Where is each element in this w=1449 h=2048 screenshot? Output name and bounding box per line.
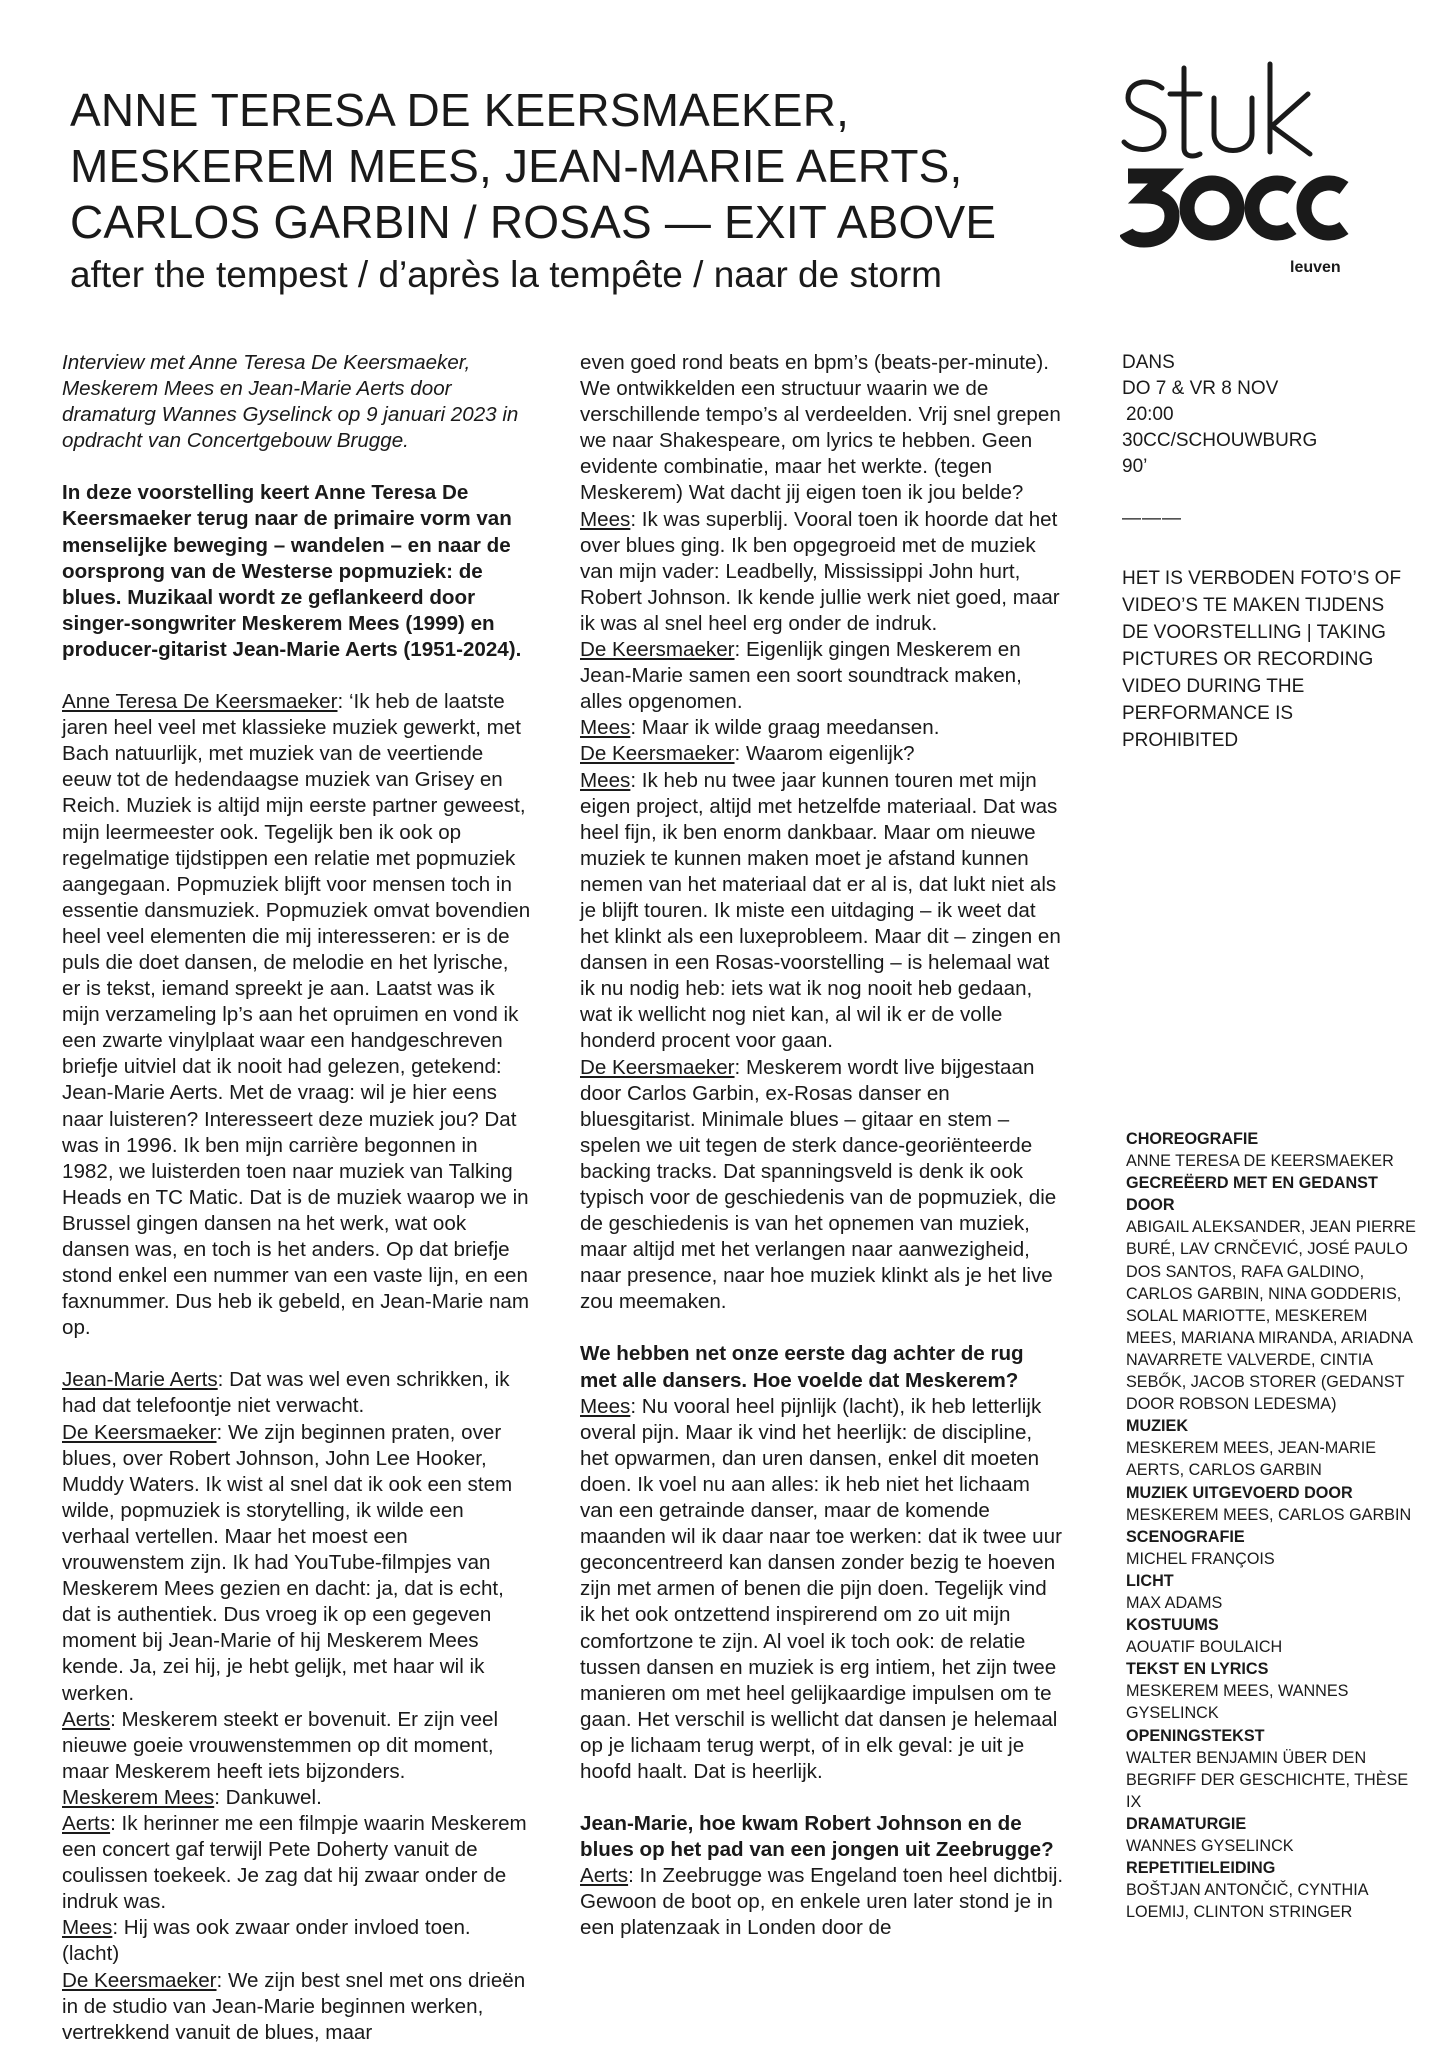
event-time: 20:00 — [1126, 404, 1174, 425]
interview-paragraph — [580, 1863, 1065, 1941]
speaker-name: Mees — [580, 716, 631, 740]
interview-paragraph — [580, 637, 1065, 715]
speaker-name: Aerts — [62, 1811, 111, 1835]
paragraph-text: : Maar ik wilde graag meedansen. — [630, 716, 940, 740]
credit-names: MESKEREM MEES, CARLOS GARBIN — [1126, 1505, 1412, 1524]
page-title — [70, 82, 1070, 250]
paragraph-text: : Ik was superblij. Vooral toen ik hoorde dat het over blues ging. Ik ben opgegroeid met de muziek van mijn vader: Leadbelly, Mississippi John hurt, Robert Johnson. Ik kende jullie werk niet goed, maar ik was al snel heel erg onder de indruk. — [580, 507, 1060, 635]
title-line: CARLOS GARBIN / ROSAS — EXIT ABOVE — [70, 196, 997, 248]
credit-names: MAX ADAMS — [1126, 1593, 1223, 1612]
paragraph-text: : Dankuwel. — [214, 1785, 322, 1809]
paragraph-text: : Ik heb nu twee jaar kunnen touren met mijn eigen project, altijd met hetzelfde materiaal. Dat was heel fijn, ik ben enorm dankbaar. Maar om nieuwe muziek te kunnen maken moet je afstand kunnen nemen van het materiaal dat er al is, dat lukt niet als je blijft touren. Ik miste een uitdaging – ik weet dat het klinkt als een luxeprobleem. Maar dit – zingen en dansen in een Rosas-voorstelling – is helemaal wat ik nu nodig heb: iets wat ik nog nooit heb gedaan, wat ik wellicht nog niet kan, al wil ik er de volle honderd procent voor gaan. — [580, 768, 1061, 1053]
paragraph-text: : We zijn beginnen praten, over blues, over Robert Johnson, John Lee Hooker, Muddy Waters. Ik wist al snel dat ik ook een stem wilde, popmuziek is storytelling, ik wilde een verhaal vertellen. Maar het moest een vrouwenstem zijn. Ik had YouTube-filmpjes van Meskerem Mees gezien en dacht: ja, dat is echt, dat is authentiek. Dus vroeg ik op een gegeven moment bij Jean-Marie of hij Meskerem Mees kende. Ja, zei hij, je hebt gelijk, met haar wil ik werken. — [62, 1420, 513, 1705]
paragraph-text: : Meskerem steekt er bovenuit. Er zijn veel nieuwe goeie vrouwenstemmen op dit moment, maar Meskerem heeft iets bijzonders. — [62, 1707, 499, 1783]
paragraph-text: : Meskerem wordt live bijgestaan door Carlos Garbin, ex-Rosas danser en bluesgitarist. Minimale blues – gitaar en stem – spelen we uit tegen de sterk dance-georiënteerde backing tracks. Dat spanningsveld is denk ik ook typisch voor de geschiedenis van de popmuziek, die de geschiedenis is van het opnemen van muziek, maar altijd met het verlangen naar aanwezigheid, naar presence, naar hoe muziek klinkt als je het live zou meemaken. — [580, 1055, 1057, 1314]
credit-names: AOUATIF BOULAICH — [1126, 1638, 1283, 1657]
interview-paragraph — [580, 715, 1065, 741]
event-venue: 30CC/SCHOUWBURG — [1122, 430, 1318, 451]
article-column-1 — [62, 350, 532, 2046]
credit-role: TEKST EN LYRICS — [1126, 1660, 1269, 1679]
article-column-2 — [580, 350, 1065, 1942]
paragraph-text: : In Zeebrugge was Engeland toen heel dichtbij. Gewoon de boot op, en enkele uren later stond je in een platenzaak in Londen door de — [580, 1864, 1064, 1940]
credit-names: WANNES GYSELINCK — [1126, 1837, 1294, 1855]
speaker-name: Mees — [62, 1916, 113, 1940]
paragraph-text: : Nu vooral heel pijnlijk (lacht), ik heb letterlijk overal pijn. Maar ik vind het heerlijk: de discipline, het opwarmen, dan uren dansen, enkel dit moeten doen. Ik voel nu aan alles: ik heb niet het lichaam van een getrainde danser, maar de komende maanden wil ik daar naar toe werken: dat ik twee uur geconcentreerd kan dansen zonder bezig te hoeven zijn met armen of benen die pijn doen. Tegelijk vind ik het ook ontzettend inspirerend om zo uit mijn comfortzone te zijn. Al voel ik toch ook: de relatie tussen dansen en muziek is erg intiem, het zijn twee manieren om met heel gelijkaardige impulsen om te gaan. Het verschil is wellicht dat dansen je helemaal op je lichaam terug werpt, of in elk geval: je uit je hoofd haalt. Dat is heerlijk. — [580, 1394, 1062, 1783]
speaker-name: Meskerem Mees — [62, 1785, 215, 1809]
event-dates: DO 7 & VR 8 NOV — [1122, 378, 1279, 399]
credit-names: MESKEREM MEES, WANNES GYSELINCK — [1126, 1682, 1349, 1723]
paragraph-text: : Waarom eigenlijk? — [734, 742, 915, 766]
speaker-name: Jean-Marie Aerts — [62, 1368, 218, 1392]
speaker-name: Aerts — [580, 1864, 629, 1888]
credit-role: REPETITIELEIDING — [1126, 1859, 1276, 1878]
interview-paragraph — [62, 1785, 532, 1811]
interview-paragraph — [62, 1420, 532, 1707]
credit-role: OPENINGSTEKST — [1126, 1726, 1265, 1745]
title-line: ANNE TERESA DE KEERSMAEKER, — [70, 84, 850, 136]
credit-role: KOSTUUMS — [1126, 1616, 1219, 1635]
interview-paragraph — [62, 1707, 532, 1785]
event-genre: DANS — [1122, 352, 1175, 373]
col2-body — [580, 350, 1065, 1942]
speaker-name: Aerts — [62, 1707, 111, 1731]
credit-role: GECREËERD MET EN GEDANST DOOR — [1126, 1174, 1378, 1215]
credits-list — [1126, 1128, 1416, 1923]
credit-names: WALTER BENJAMIN ÜBER DEN BEGRIFF DER GESCHICHTE, THÈSE IX — [1126, 1748, 1409, 1811]
interview-paragraph — [62, 1367, 532, 1419]
interview-paragraph — [62, 1915, 532, 1967]
interview-paragraph — [580, 507, 1065, 637]
speaker-name: De Keersmaeker — [580, 742, 735, 766]
credit-role: CHOREOGRAFIE — [1126, 1130, 1259, 1148]
credit-names: MESKEREM MEES, JEAN-MARIE AERTS, CARLOS GARBIN — [1126, 1439, 1377, 1480]
interview-paragraph — [62, 1811, 532, 1915]
paragraph-text: : Eigenlijk gingen Meskerem en Jean-Marie samen een soort soundtrack maken, alles opgenomen. — [580, 638, 1022, 714]
paragraph-text: : Hij was ook zwaar onder invloed toen. (lacht) — [62, 1916, 471, 1966]
interview-paragraph — [62, 689, 532, 1341]
credit-names: ANNE TERESA DE KEERSMAEKER — [1126, 1152, 1394, 1171]
paragraph-text: even goed rond beats en bpm’s (beats-per-minute). We ontwikkelden een structuur waarin we de verschillende tempo’s al verdeelden. Vrij snel grepen we naar Shakespeare, om lyrics te hebben. Geen evidente combinatie, maar het werkte. (tegen Meskerem) Wat dacht jij eigen toen ik jou belde? — [580, 351, 1061, 505]
credit-names: BOŠTJAN ANTONČIČ, CYNTHIA LOEMIJ, CLINTON STRINGER — [1126, 1881, 1368, 1922]
col1-body — [62, 689, 532, 2046]
credit-role: LICHT — [1126, 1571, 1174, 1590]
interview-question: We hebben net onze eerste dag achter de rug met alle dansers. Hoe voelde dat Meskerem? — [580, 1342, 1024, 1392]
speaker-name: Mees — [580, 768, 631, 792]
credit-names: ABIGAIL ALEKSANDER, JEAN PIERRE BURÉ, LAV CRNČEVIĆ, JOSÉ PAULO DOS SANTOS, RAFA GALDINO, CARLOS GARBIN, NINA GODDERIS, SOLAL MARIOTTE, MESKEREM MEES, MARIANA MIRANDA, ARIADNA NAVARRETE VALVERDE, CINTIA SEBŐK, JACOB STORER (GEDANST DOOR ROBSON LEDESMA) — [1126, 1218, 1416, 1414]
interview-paragraph — [580, 768, 1065, 1055]
interview-paragraph — [580, 1055, 1065, 1316]
event-duration: 90’ — [1122, 456, 1148, 477]
speaker-name: Mees — [580, 1394, 631, 1418]
speaker-name: De Keersmaeker — [580, 1055, 735, 1079]
interview-paragraph — [580, 350, 1065, 507]
paragraph-text: : ‘Ik heb de laatste jaren heel veel met klassieke muziek gewerkt, met Bach natuurlijk, met muziek van de veertiende eeuw tot de hedendaagse muziek van Grisey en Reich. Muziek is altijd mijn eerste partner geweest, mijn leermeester ook. Tegelijk ben ik ook op regelmatige tijdstippen een relatie met popmuziek aangegaan. Popmuziek blijft voor mensen toch in essentie dansmuziek. Popmuziek omvat bovendien heel veel elementen die mij interesseren: er is de puls die doet dansen, de melodie en het lyrische, er is tekst, iemand spreekt je aan. Laatst was ik mijn verzameling lp’s aan het opruimen en vond ik een zwarte vinylplaat waar een handgeschreven briefje uitviel dat ik nooit had gelezen, getekend: Jean-Marie Aerts. Met de vraag: wil je hier eens naar luisteren? Interesseert deze muziek jou? Dat was in 1996. Ik ben mijn carrière begonnen in 1982, we luisterden toen naar muziek van Talking Heads en TC Matic. Dat is de muziek waarop we in Brussel gingen dansen na het werk, wat ook dansen was, en toch is het anders. Op dat briefje stond enkel een nummer van een vaste lijn, en een faxnummer. Dus heb ik gebeld, en Jean-Marie nam op. — [62, 690, 531, 1340]
title-line: MESKEREM MEES, JEAN-MARIE AERTS, — [70, 140, 963, 192]
event-info — [1122, 350, 1317, 480]
divider: ——— — [1122, 508, 1182, 529]
interview-paragraph — [580, 1394, 1065, 1785]
paragraph-text: : We zijn best snel met ons drieën in de studio van Jean-Marie beginnen werken, vertrekkend vanuit de blues, maar — [62, 1968, 526, 2044]
logo-city: leuven — [1290, 259, 1341, 276]
credit-names: MICHEL FRANÇOIS — [1126, 1549, 1275, 1568]
speaker-name: De Keersmaeker — [62, 1968, 217, 1992]
speaker-name: Anne Teresa De Keersmaeker — [62, 690, 338, 714]
credit-role: DRAMATURGIE — [1126, 1814, 1247, 1833]
interview-paragraph — [62, 1968, 532, 2046]
speaker-name: De Keersmaeker — [580, 638, 735, 662]
paragraph-text: : Ik herinner me een filmpje waarin Meskerem een concert gaf terwijl Pete Doherty vanuit de coulissen toekeek. Je zag dat hij zwaar onder de indruk was. — [62, 1811, 527, 1914]
article-lead: In deze voorstelling keert Anne Teresa De Keersmaeker terug naar de primaire vorm van menselijke beweging – wandelen – en naar de oorsprong van de Westerse popmuziek: de blues. Muzikaal wordt ze geflankeerd door singer-songwriter Meskerem Mees (1999) en producer-gitarist Jean-Marie Aerts (1951-2024). — [62, 481, 522, 661]
credit-role: MUZIEK UITGEVOERD DOOR — [1126, 1483, 1353, 1502]
interview-paragraph — [580, 741, 1065, 767]
interview-question: Jean-Marie, hoe kwam Robert Johnson en de blues op het pad van een jongen uit Zeebrugge? — [580, 1812, 1054, 1862]
speaker-name: Mees — [580, 507, 631, 531]
speaker-name: De Keersmaeker — [62, 1420, 217, 1444]
photo-warning: HET IS VERBODEN FOTO’S OF VIDEO’S TE MAKEN TIJDENS DE VOORSTELLING | TAKING PICTURES OR RECORDING VIDEO DURING THE PERFORMANCE IS PROHIBITED — [1122, 568, 1402, 751]
stuk-30cc-logo — [1120, 60, 1350, 290]
credit-role: SCENOGRAFIE — [1126, 1527, 1245, 1546]
paragraph-text: : Dat was wel even schrikken, ik had dat telefoontje niet verwacht. — [62, 1368, 510, 1418]
credit-role: MUZIEK — [1126, 1417, 1189, 1436]
page-subtitle: after the tempest / d’après la tempête / naar de storm — [70, 254, 942, 295]
article-intro: Interview met Anne Teresa De Keersmaeker, Meskerem Mees en Jean-Marie Aerts door dramaturg Wannes Gyselinck op 9 januari 2023 in opdracht van Concertgebouw Brugge. — [62, 351, 519, 453]
